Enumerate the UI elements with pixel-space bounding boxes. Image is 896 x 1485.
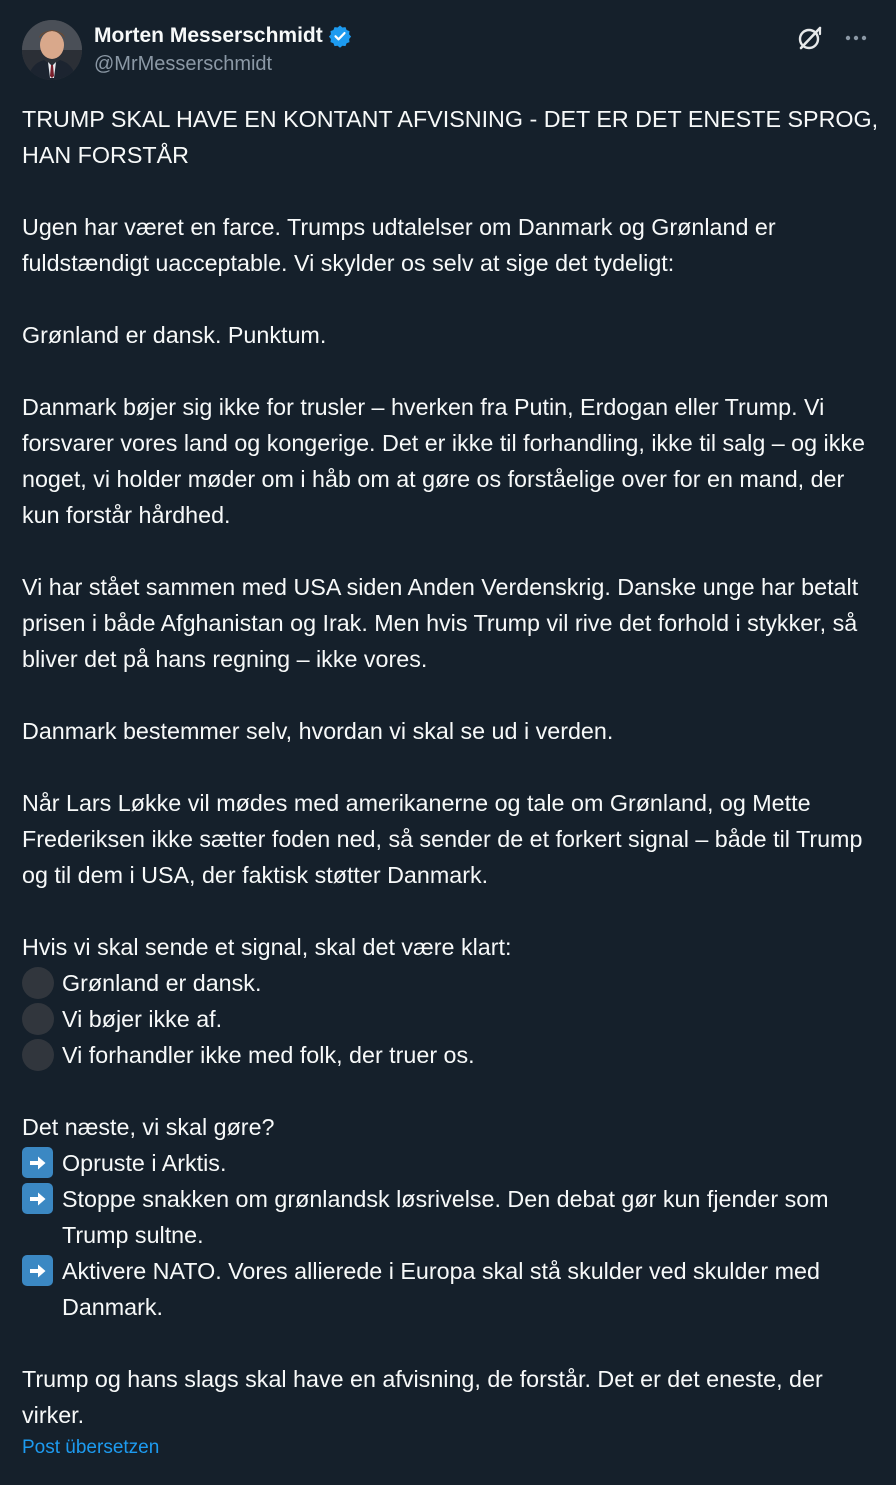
tweet-closing: Trump og hans slags skal have en afvisning, de forstår. Det er det eneste, der virker.: [22, 1366, 823, 1428]
signal-intro: Hvis vi skal sende et signal, skal det være klart:: [22, 934, 512, 960]
verified-badge-icon[interactable]: [328, 24, 352, 48]
translate-post-link[interactable]: Post übersetzen: [22, 1437, 160, 1458]
black-circle-icon: [22, 967, 54, 999]
author-names: [94, 22, 352, 76]
list-item: [22, 965, 882, 1001]
list-item: [22, 1253, 882, 1325]
tweet-paragraph: Danmark bestemmer selv, hvordan vi skal se ud i verden.: [22, 718, 614, 744]
list-item-text: Vi bøjer ikke af.: [62, 1006, 223, 1032]
list-item-text: Opruste i Arktis.: [62, 1150, 227, 1176]
tweet-paragraph: Grønland er dansk. Punktum.: [22, 322, 327, 348]
tweet-paragraph: Når Lars Løkke vil mødes med amerikanerne og tale om Grønland, og Mette Frederiksen ikke sætter foden ned, så sender de et forkert signal – både til Trump og til dem i USA, der faktisk støtter Danmark.: [22, 790, 863, 888]
list-item: [22, 1181, 882, 1253]
list-item: [22, 1037, 882, 1073]
list-item-text: Vi forhandler ikke med folk, der truer os.: [62, 1042, 475, 1068]
list-item-text: Grønland er dansk.: [62, 970, 262, 996]
list-item: [22, 1001, 882, 1037]
header-actions: [796, 24, 870, 52]
tweet-paragraph: Danmark bøjer sig ikke for trusler – hverken fra Putin, Erdogan eller Trump. Vi forsvarer vores land og kongerige. Det er ikke til forhandling, ikke til salg – og ikke noget, vi holder møder om i håb om at gøre os forståelige over for en mand, der kun forstår hårdhed.: [22, 394, 865, 528]
list-item-text: Stoppe snakken om grønlandsk løsrivelse. Den debat gør kun fjender som Trump sultne.: [62, 1186, 829, 1248]
tweet-paragraph: Ugen har været en farce. Trumps udtalelser om Danmark og Grønland er fuldstændigt uacceptable. Vi skylder os selv at sige det tydeligt:: [22, 214, 776, 276]
right-arrow-icon: [22, 1147, 53, 1178]
next-intro: Det næste, vi skal gøre?: [22, 1114, 275, 1140]
tweet-text: [22, 101, 882, 1433]
author-display-name[interactable]: Morten Messerschmidt: [94, 24, 323, 47]
black-circle-icon: [22, 1003, 54, 1035]
list-item-text: Aktivere NATO. Vores allierede i Europa skal stå skulder ved skulder med Danmark.: [62, 1258, 820, 1320]
list-item: [22, 1145, 882, 1181]
tweet-paragraph: Vi har stået sammen med USA siden Anden Verdenskrig. Danske unge har betalt prisen i både Afghanistan og Irak. Men hvis Trump vil rive det forhold i stykker, så bliver det på hans regning – ikke vores.: [22, 574, 859, 672]
author-handle[interactable]: @MrMesserschmidt: [94, 53, 273, 75]
more-options-icon[interactable]: [842, 24, 870, 52]
tweet-header: [22, 20, 874, 80]
right-arrow-icon: [22, 1183, 53, 1214]
next-steps-list: [22, 1109, 882, 1325]
tweet-title: TRUMP SKAL HAVE EN KONTANT AFVISNING - DET ER DET ENESTE SPROG, HAN FORSTÅR: [22, 106, 879, 168]
right-arrow-icon: [22, 1255, 53, 1286]
grok-icon[interactable]: [796, 24, 824, 52]
avatar[interactable]: [22, 20, 82, 80]
black-circle-icon: [22, 1039, 54, 1071]
signal-list: [22, 929, 882, 1073]
